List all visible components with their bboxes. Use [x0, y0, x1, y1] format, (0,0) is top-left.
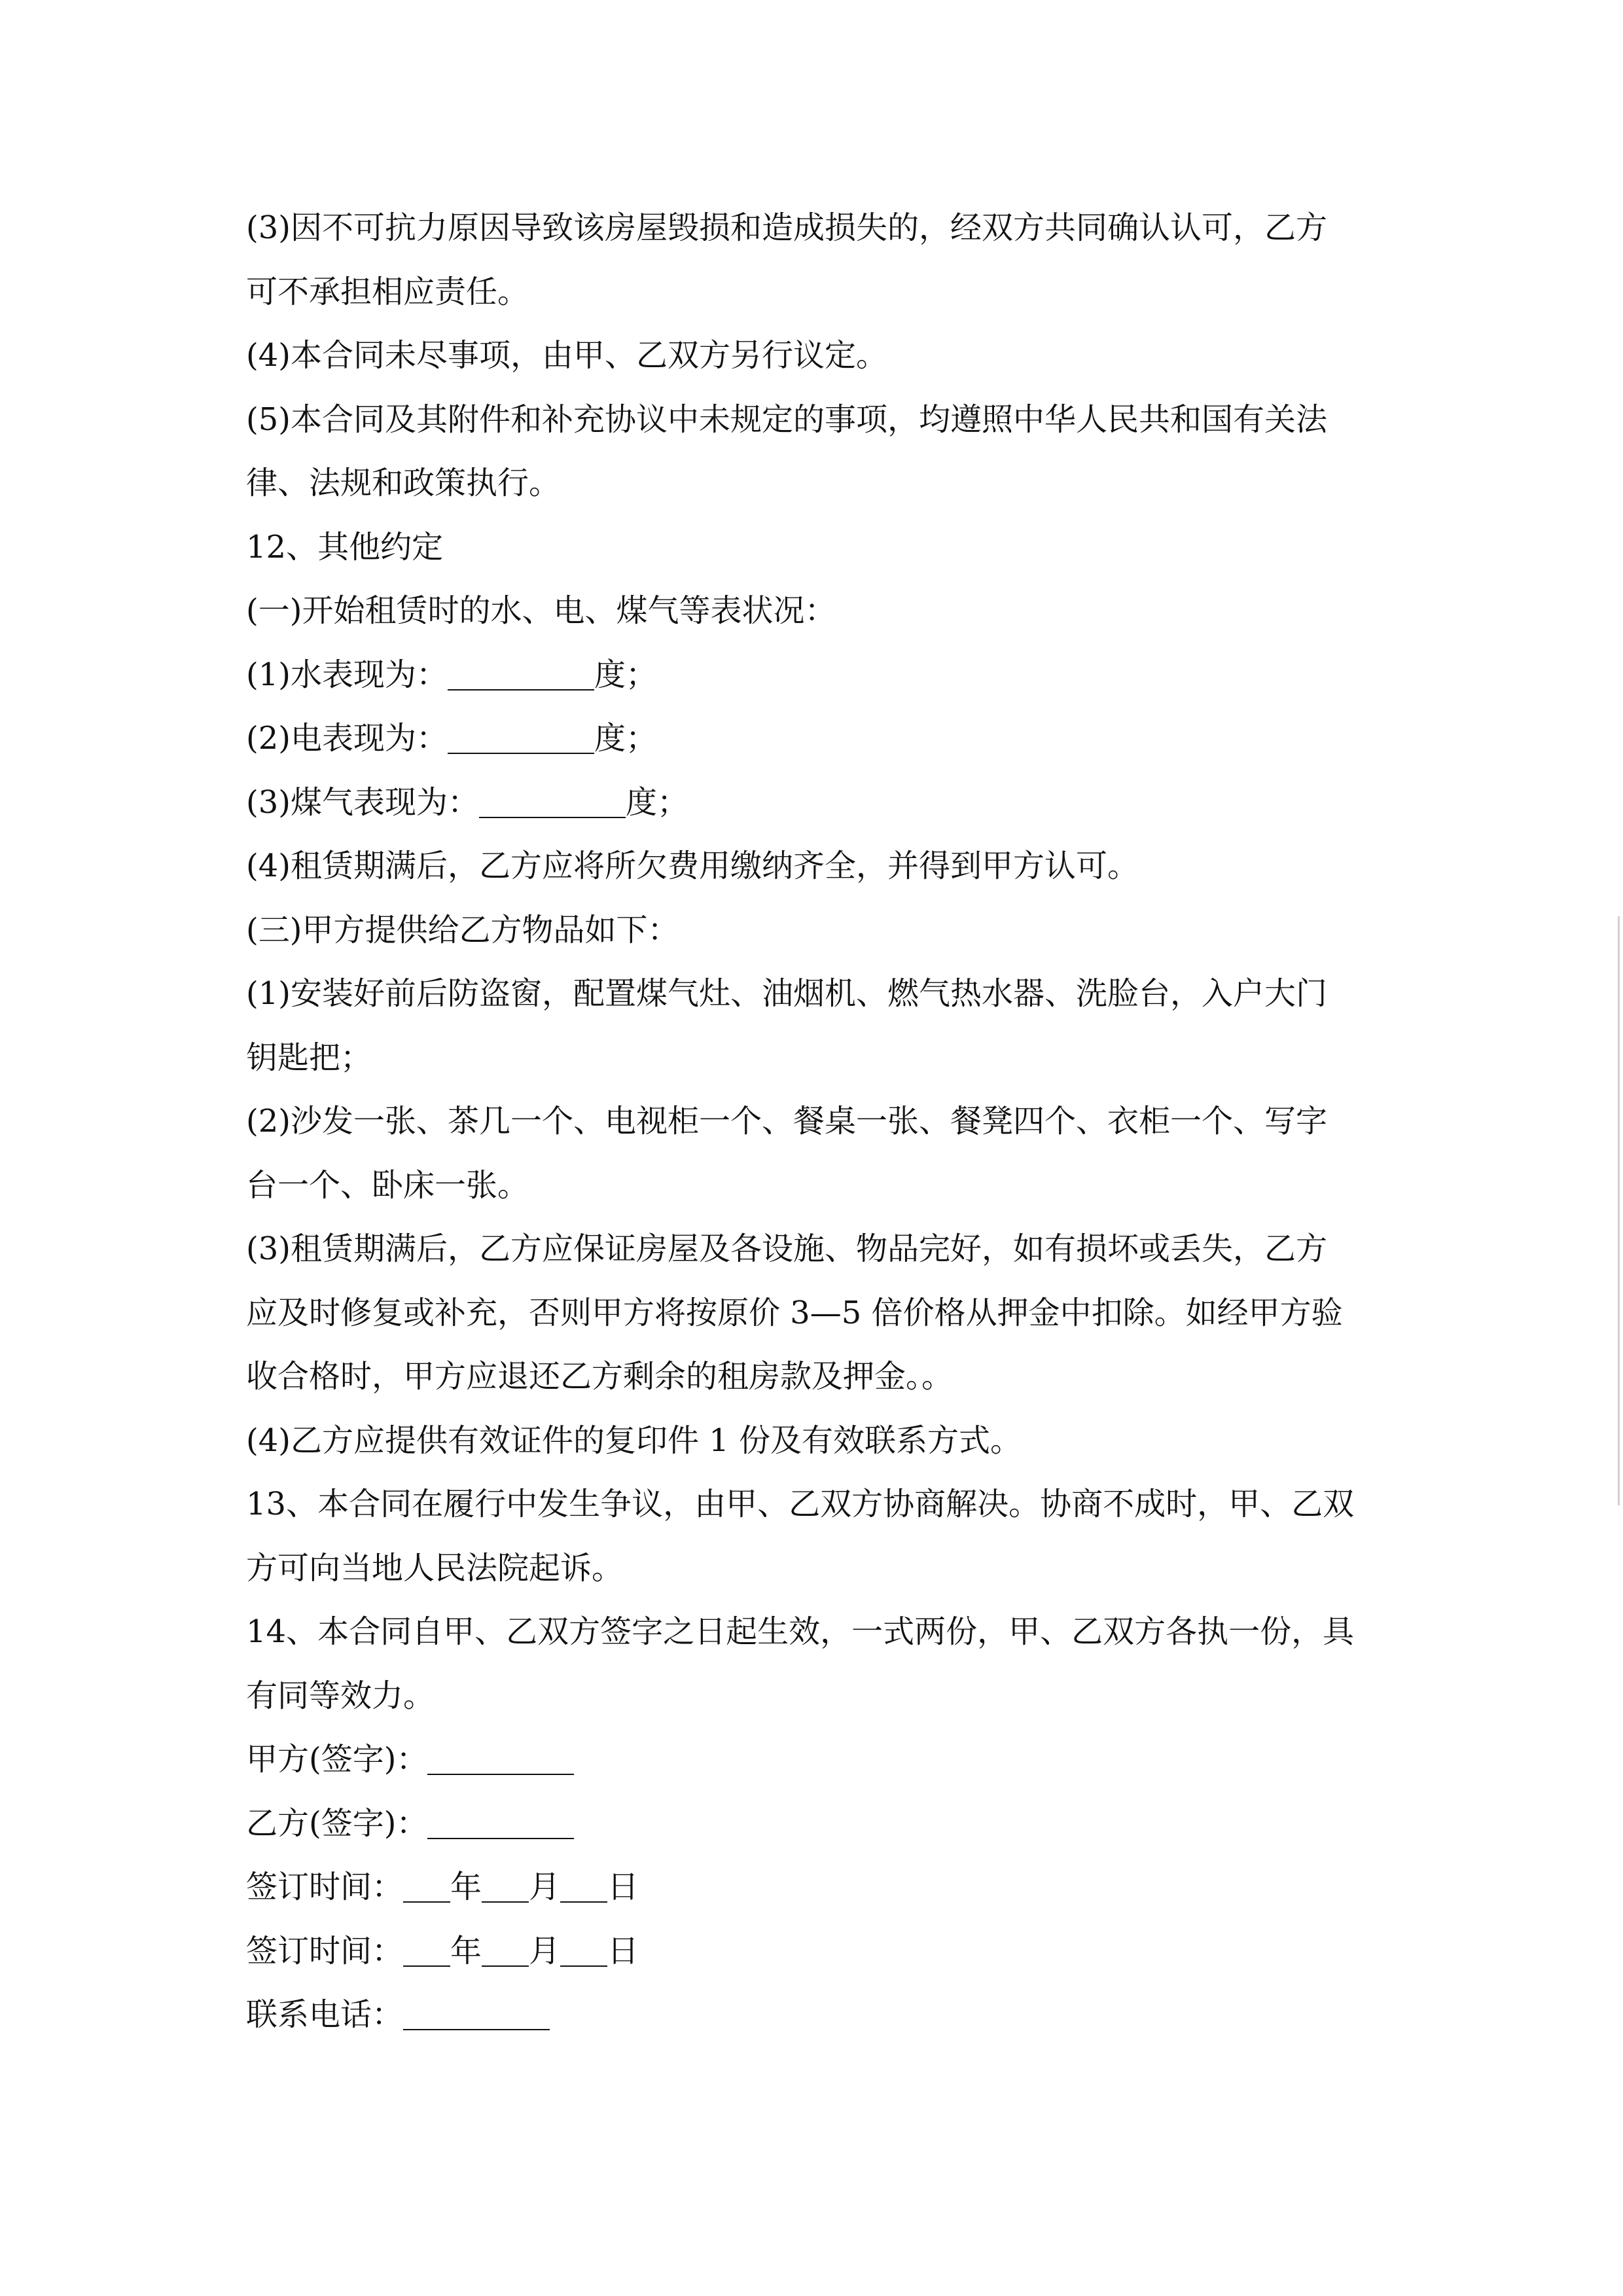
party-b-signature-line: [246, 1792, 1378, 1856]
gas-meter-label: (3)煤气表现为：: [246, 783, 479, 821]
gas-meter-blank[interactable]: [479, 784, 626, 818]
year-label: 年: [450, 1869, 482, 1905]
gas-meter-line: [246, 771, 1378, 835]
electric-meter-unit: 度；: [594, 720, 658, 757]
month-blank[interactable]: [482, 1933, 529, 1967]
clause-line: 方可向当地人民法院起诉。: [246, 1549, 624, 1587]
clause-line: 14、本合同自甲、乙双方签字之日起生效，一式两份，甲、乙双方各执一份，具: [246, 1613, 1355, 1650]
clause-line: (5)本合同及其附件和补充协议中未规定的事项，均遵照中华人民共和国有关法: [246, 401, 1327, 438]
party-b-signature-blank[interactable]: [427, 1805, 574, 1839]
contact-phone-blank[interactable]: [403, 1996, 550, 2030]
gas-meter-unit: 度；: [626, 783, 689, 821]
clause-line: 应及时修复或补充，否则甲方将按原价 3—5 倍价格从押金中扣除。如经甲方验: [246, 1294, 1343, 1331]
contact-phone-line: [246, 1983, 1378, 2047]
month-label: 月: [529, 1932, 561, 1969]
clause-line: (2)沙发一张、茶几一个、电视柜一个、餐桌一张、餐凳四个、衣柜一个、写字: [246, 1103, 1327, 1139]
clause-line: 律、法规和政策执行。: [246, 465, 561, 501]
sign-date-line-1: [246, 1856, 1378, 1920]
clause-line: (三)甲方提供给乙方物品如下：: [246, 911, 679, 948]
document-body: [246, 196, 1378, 2047]
sign-date-label: 签订时间：: [246, 1932, 404, 1969]
year-blank[interactable]: [403, 1869, 450, 1903]
water-meter-blank[interactable]: [448, 656, 594, 691]
electric-meter-label: (2)电表现为：: [246, 720, 448, 757]
day-label: 日: [607, 1932, 639, 1969]
electric-meter-blank[interactable]: [448, 720, 594, 754]
month-label: 月: [529, 1869, 561, 1905]
clause-line: (3)租赁期满后，乙方应保证房屋及各设施、物品完好，如有损坏或丢失，乙方: [246, 1230, 1327, 1267]
month-blank[interactable]: [482, 1869, 529, 1903]
clause-line: (4)乙方应提供有效证件的复印件 1 份及有效联系方式。: [246, 1422, 1022, 1459]
party-a-signature-label: 甲方(签字)：: [246, 1741, 428, 1778]
clause-line: (一)开始租赁时的水、电、煤气等表状况：: [246, 592, 836, 629]
clause-line: (4)本合同未尽事项，由甲、乙双方另行议定。: [246, 337, 887, 374]
sign-date-label: 签订时间：: [246, 1869, 404, 1905]
section-heading: 12、其他约定: [246, 528, 444, 565]
party-a-signature-blank[interactable]: [427, 1741, 574, 1775]
year-label: 年: [450, 1932, 482, 1969]
clause-line: 有同等效力。: [246, 1677, 435, 1714]
water-meter-line: [246, 643, 1378, 708]
clause-line: 可不承担相应责任。: [246, 273, 529, 310]
clause-line: 台一个、卧床一张。: [246, 1166, 529, 1204]
day-blank[interactable]: [560, 1869, 607, 1903]
day-blank[interactable]: [560, 1933, 607, 1967]
clause-line: (3)因不可抗力原因导致该房屋毁损和造成损失的，经双方共同确认认可，乙方: [246, 209, 1327, 246]
water-meter-label: (1)水表现为：: [246, 656, 448, 693]
clause-line: 钥匙把；: [246, 1039, 372, 1076]
electric-meter-line: [246, 707, 1378, 771]
day-label: 日: [607, 1869, 639, 1905]
scan-edge-mark: [1618, 916, 1620, 1505]
party-a-signature-line: [246, 1728, 1378, 1792]
clause-line: 收合格时，甲方应退还乙方剩余的租房款及押金。。: [246, 1358, 954, 1395]
clause-line: 13、本合同在履行中发生争议，由甲、乙双方协商解决。协商不成时，甲、乙双: [246, 1486, 1355, 1522]
year-blank[interactable]: [403, 1933, 450, 1967]
sign-date-line-2: [246, 1920, 1378, 1984]
clause-line: (1)安装好前后防盗窗，配置煤气灶、油烟机、燃气热水器、洗脸台，入户大门: [246, 975, 1327, 1012]
contact-phone-label: 联系电话：: [246, 1996, 404, 2033]
water-meter-unit: 度；: [594, 656, 658, 693]
clause-line: (4)租赁期满后，乙方应将所欠费用缴纳齐全，并得到甲方认可。: [246, 848, 1139, 884]
party-b-signature-label: 乙方(签字)：: [246, 1804, 428, 1842]
